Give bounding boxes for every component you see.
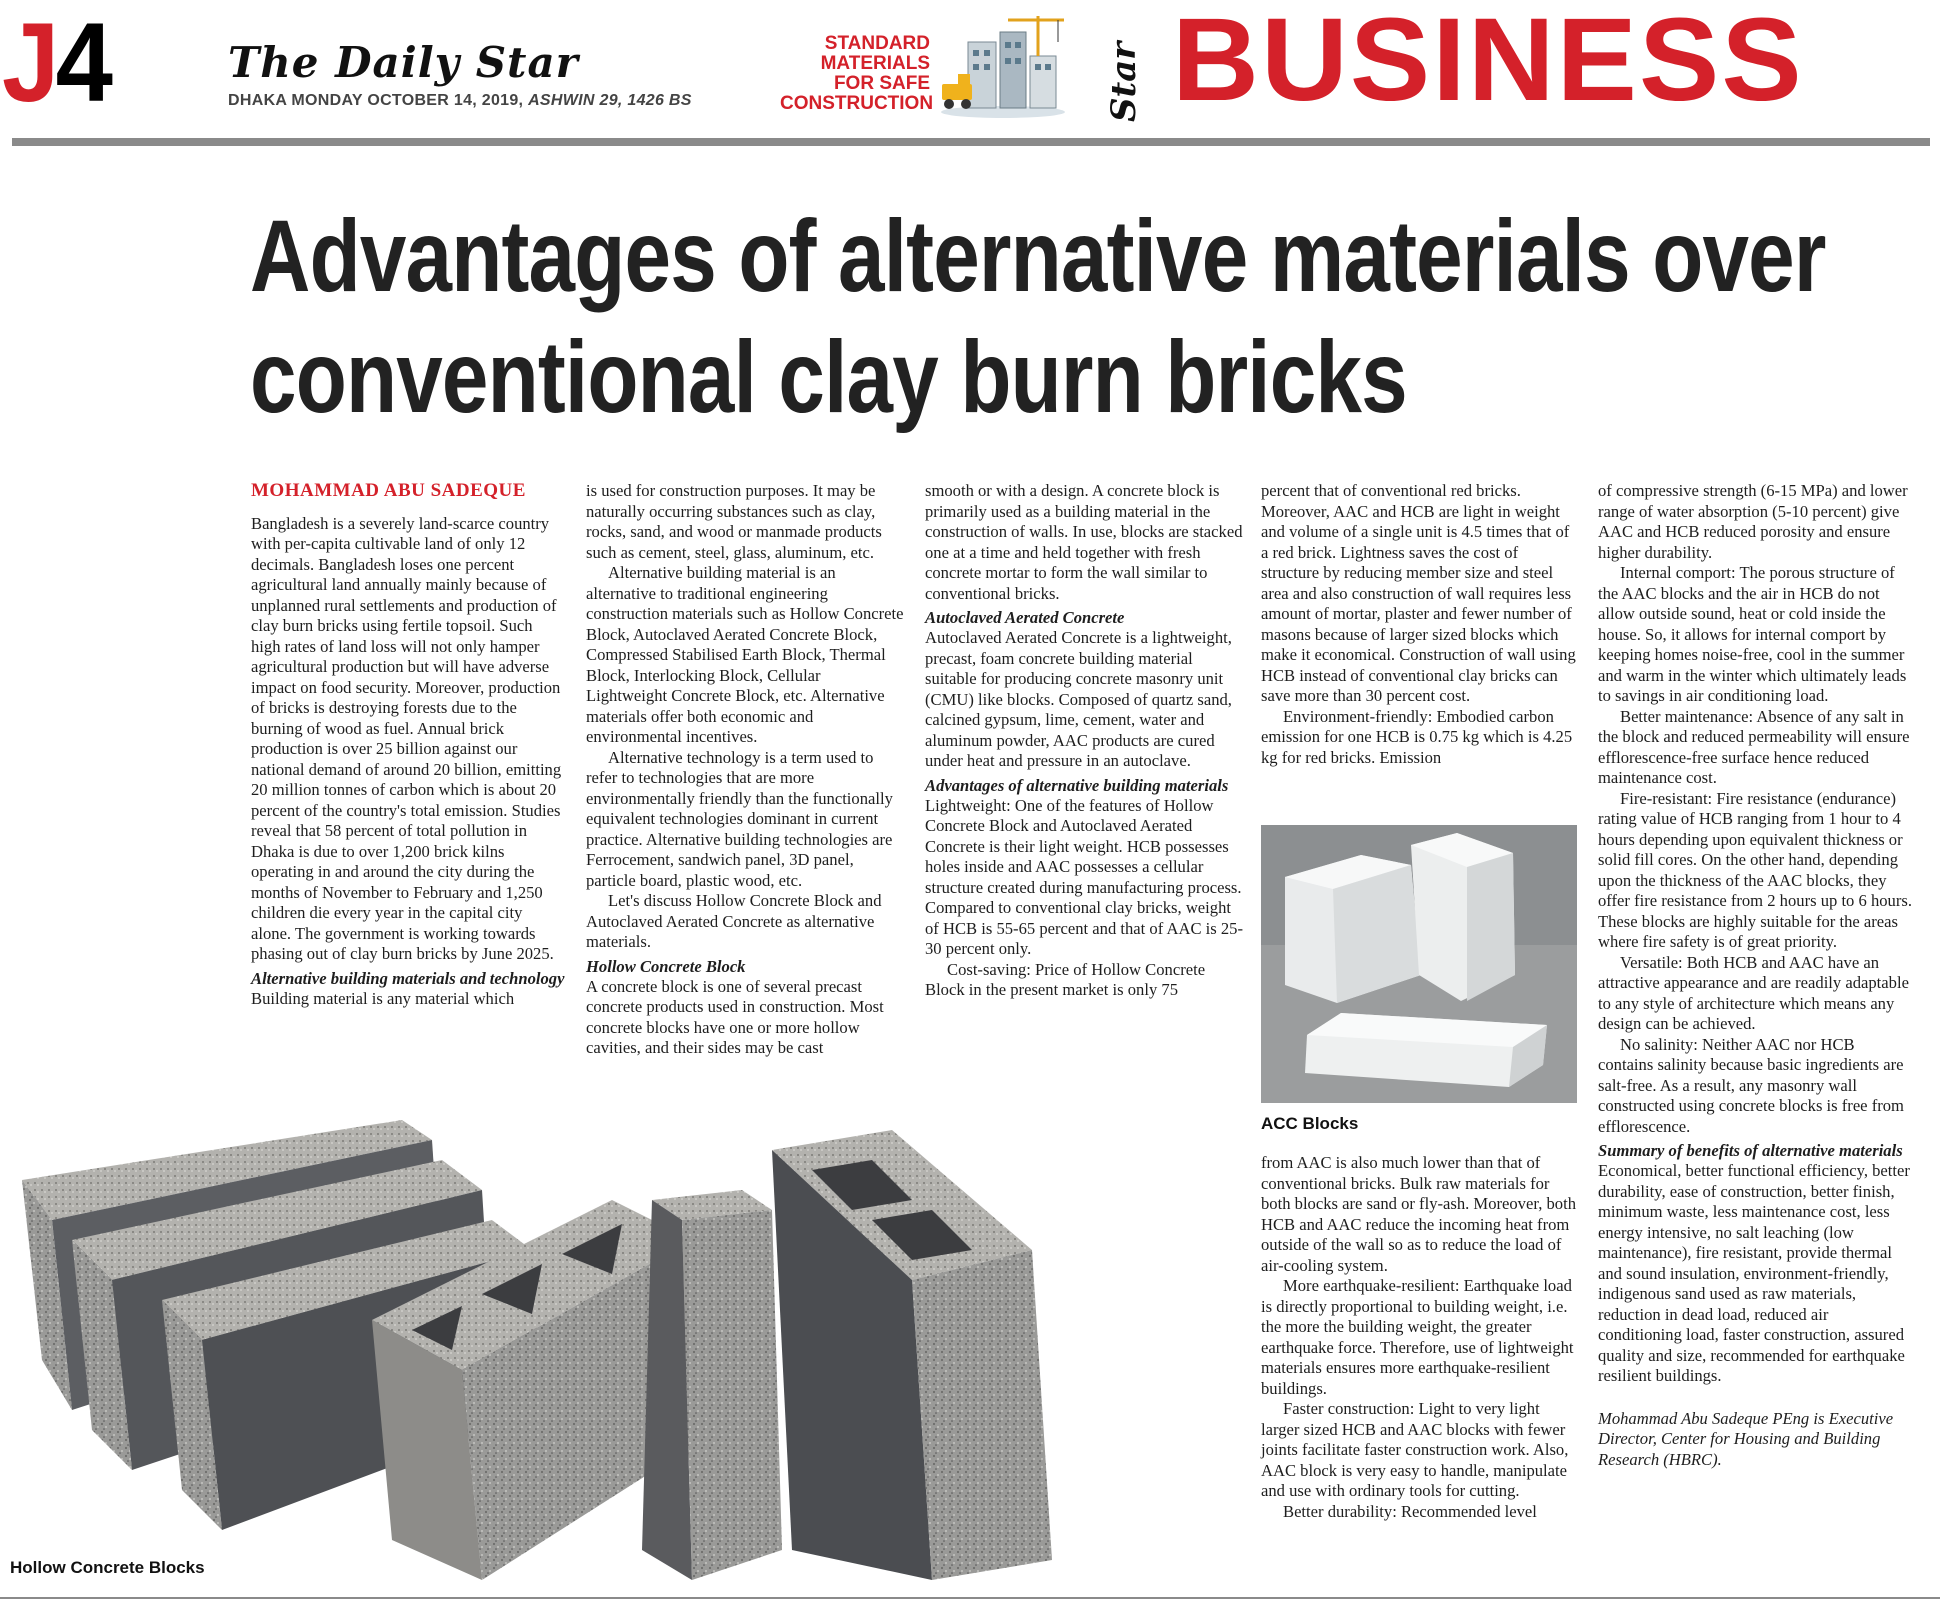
paragraph: percent that of conventional red bricks. Moreover, AAC and HCB are light in weight and volume of a single unit is 4.5 times that of a red brick. Lightness saves the cost of structure by reducing member size and steel area and also construction of wall requires less amount of mortar, plaster and fewer number of masons because of larger sized blocks which make it economical. Construction of wall using HCB instead of conventional clay bricks can save more than 30 percent cost. [1261, 481, 1576, 705]
promo-line: STANDARD [824, 33, 930, 54]
paragraph: Lightweight: One of the features of Hollow Concrete Block and Autoclaved Aerated Concrete is their light weight. HCB possesses holes inside and AAC possesses a cellular structure created during manufacturing process. Compared to conventional clay bricks, weight of HCB is 55-65 percent and that of AAC is 25-30 percent only. [925, 795, 1244, 958]
page-number-digit: 4 [55, 0, 110, 125]
paragraph: Versatile: Both HCB and AAC have an attractive appearance and are readily adaptable to any style of architecture which means any design can be achieved. [1598, 952, 1909, 1033]
dateline [228, 92, 692, 110]
paragraph: Bangladesh is a severely land-scarce country with per-capita cultivable land of only 12 decimals. Bangladesh loses one percent agricultural land annually mainly because of unplanned rural settlements and production of clay burn bricks using fertile topsoil. Such high rates of land loss will not only hamper agricultural production but will have adverse impact on food security. Moreover, production of bricks is destroying forests due to the burning of wood as fuel. Annual brick production is over 25 billion against our national demand of around 20 billion, emitting 20 million tonnes of carbon which is about 20 percent of the country's total emission. Studies reveal that 58 percent of total pollution in Dhaka is due to over 1,200 brick kilns operating in and around the city during the months of November to February and 1,250 children die every year in the capital city alone. The government is working towards phasing out of clay burn bricks by June 2025. [251, 513, 562, 963]
subheading: Hollow Concrete Block [586, 956, 746, 976]
newspaper-name[interactable]: The Daily Star [228, 38, 579, 87]
article-column-2 [586, 481, 904, 1059]
article-column-4-continued [1261, 1153, 1579, 1522]
page-number-letter: J [2, 0, 56, 125]
section-title[interactable]: BUSINESS [1172, 0, 1804, 126]
promo-line: MATERIALS [820, 53, 930, 74]
article-headline [250, 196, 1890, 438]
paragraph: Autoclaved Aerated Concrete is a lightweight, precast, foam concrete building material suitable for producing concrete masonry unit (CMU) like blocks. Composed of quartz sand, calcined gypsum, lime, cement, water and aluminum powder, AAC products are cured under heat and pressure in an autoclave. [925, 628, 1232, 770]
subheading: Advantages of alternative building materials [925, 775, 1229, 795]
article-column-3 [925, 481, 1243, 1001]
subheading: Alternative building materials and technology [251, 968, 565, 988]
acc-blocks-photo[interactable] [1261, 825, 1577, 1103]
dateline-main: DHAKA MONDAY OCTOBER 14, 2019, [228, 92, 524, 109]
paragraph: No salinity: Neither AAC nor HCB contains salinity because basic ingredients are salt-free. As a result, any masonry wall constructed using concrete blocks is free from efflorescence. [1598, 1034, 1904, 1136]
paragraph: Internal comport: The porous structure of the AAC blocks and the air in HCB do not allow outside sound, heat or cold inside the house. So, it allows for internal comport by keeping homes noise-free, cool in the summer and warm in the winter which ultimately leads to savings in air conditioning load. [1598, 563, 1907, 705]
promo-line: CONSTRUCTION [780, 93, 934, 114]
article-column-4 [1261, 481, 1579, 768]
page-number [2, 0, 110, 125]
paragraph: More earthquake-resilient: Earthquake load is directly proportional to building weight, i.e. the more the building weight, the greater earthquake force. Therefore, use of lightweight materials ensures more earthquake-resilient buildings. [1261, 1276, 1574, 1398]
paragraph: of compressive strength (6-15 MPa) and lower range of water absorption (5-10 percent) give AAC and HCB reduced porosity and ensure higher durability. [1598, 481, 1908, 562]
acc-photo-caption: ACC Blocks [1261, 1114, 1359, 1133]
paragraph: Better durability: Recommended level [1283, 1501, 1537, 1521]
supplement-promo[interactable] [780, 33, 934, 114]
bottom-rule [0, 1597, 1940, 1599]
paragraph: smooth or with a design. A concrete block is primarily used as a building material in the construction of walls. In use, blocks are stacked one at a time and held together with fresh concrete mortar to form the wall similar to conventional bricks. [925, 481, 1243, 603]
paragraph: Economical, better functional efficiency, better durability, ease of construction, better finish, minimum waste, less maintenance cost, less energy intensive, no salt leaching (low maintenance), fire resistant, provide thermal and sound insulation, environment-friendly, indigenous sand used as raw materials, reduction in dead load, reduced air conditioning load, faster construction, assured quality and size, recommended for earthquake resilient buildings. [1598, 1161, 1910, 1385]
dateline-bengali: ASHWIN 29, 1426 BS [528, 92, 692, 109]
paragraph: from AAC is also much lower than that of conventional bricks. Bulk raw materials for both blocks are sand or fly-ash. Moreover, both HCB and AAC reduce the incoming heat from outside of the wall so as to reduce the load of air-cooling system. [1261, 1153, 1576, 1275]
article-column-5 [1598, 481, 1913, 1470]
paragraph: Alternative building material is an alternative to traditional engineering construction materials such as Hollow Concrete Block, Autoclaved Aerated Concrete Block, Compressed Stabilised Earth Block, Thermal Block, Interlocking Block, Cellular Lightweight Concrete Block, etc. Alternative materials offer both economic and environmental incentives. [586, 563, 904, 746]
subheading: Summary of benefits of alternative materials [1598, 1141, 1903, 1160]
paragraph: Better maintenance: Absence of any salt in the block and reduced permeability will ensure efflorescence-free surface hence reduced maintenance cost. [1598, 706, 1910, 787]
paragraph: Faster construction: Light to very light larger sized HCB and AAC blocks with fewer joints facilitate faster construction work. Also, AAC block is very easy to handle, manipulate and use with ordinary tools for cutting. [1261, 1399, 1569, 1500]
paragraph: Alternative technology is a term used to refer to technologies that are more environmentally friendly than the functionally equivalent technologies dominant in current practice. Alternative building technologies are Ferrocement, sandwich panel, 3D panel, particle board, plastic wood, etc. [586, 747, 893, 890]
article-column-1 [251, 481, 566, 1009]
author-note: Mohammad Abu Sadeque PEng is Executive Director, Center for Housing and Building Research (HBRC). [1598, 1408, 1894, 1469]
top-rule [12, 138, 1930, 146]
paragraph: Cost-saving: Price of Hollow Concrete Block in the present market is only 75 [925, 959, 1206, 999]
paragraph: A concrete block is one of several precast concrete products used in construction. Most concrete blocks have one or more hollow cavities, and their sides may be cast [586, 976, 884, 1057]
star-logo[interactable] [1102, 28, 1144, 124]
paragraph: Building material is any material which [251, 988, 515, 1008]
hcb-photo-caption: Hollow Concrete Blocks [10, 1558, 205, 1577]
headline-line: conventional clay burn bricks [250, 320, 1407, 434]
subheading: Autoclaved Aerated Concrete [925, 608, 1125, 627]
paragraph: Let's discuss Hollow Concrete Block and Autoclaved Aerated Concrete as alternative materials. [586, 891, 882, 951]
promo-line: FOR SAFE [833, 73, 930, 94]
hollow-concrete-blocks-photo[interactable] [12, 1110, 1252, 1590]
byline[interactable]: MOHAMMAD ABU SADEQUE [251, 480, 526, 501]
star-logo-text: Star [1104, 41, 1144, 122]
headline-line: Advantages of alternative materials over [250, 199, 1826, 313]
construction-illustration-icon [938, 12, 1068, 118]
paragraph: Fire-resistant: Fire resistance (endurance) rating value of HCB ranging from 1 hour to 4 hours depending upon equivalent thickness or solid fill cores. On the other hand, depending upon the thickness of the AAC blocks, they offer fire resistance from 2 hours up to 6 hours. These blocks are highly suitable for the areas where fire safety is of great priority. [1598, 788, 1912, 951]
paragraph: Environment-friendly: Embodied carbon emission for one HCB is 0.75 kg which is 4.25 kg for red bricks. Emission [1261, 706, 1573, 767]
paragraph: is used for construction purposes. It may be naturally occurring substances such as clay, rocks, sand, and wood or manmade products such as cement, steel, glass, aluminum, etc. [586, 481, 882, 562]
